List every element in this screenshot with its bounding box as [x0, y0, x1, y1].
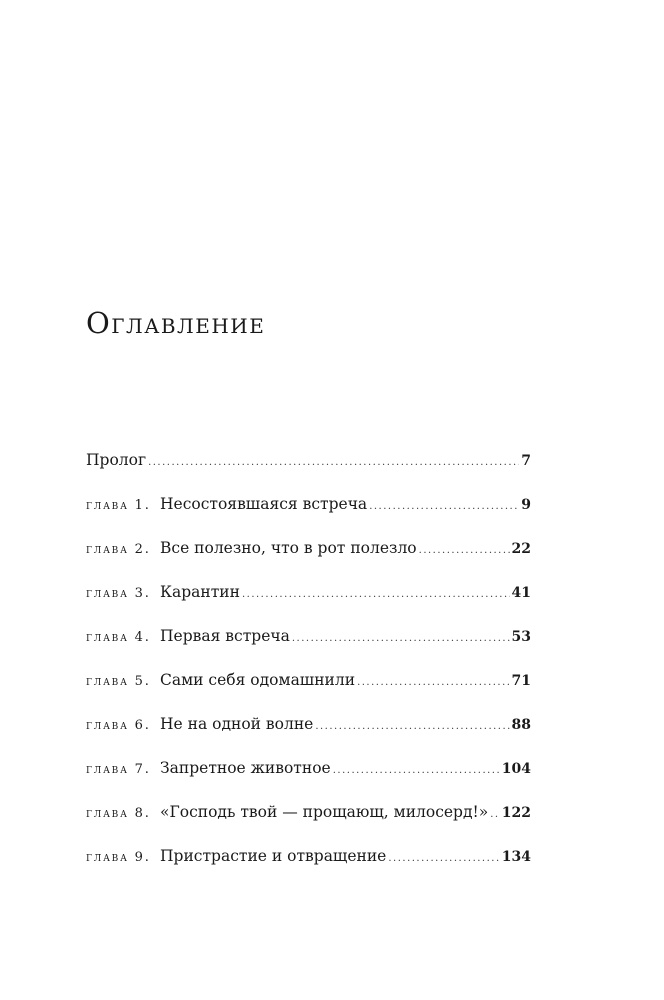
- toc-row: [86, 495, 531, 539]
- page-title: Оглавление: [86, 306, 266, 340]
- dot-leader: [357, 677, 509, 688]
- toc-page-number: 7: [521, 453, 531, 469]
- toc-title: «Господь твой — прощающ, милосерд!»: [160, 803, 489, 821]
- dot-leader: [242, 589, 510, 600]
- chapter-prefix: глава 3.: [86, 586, 151, 601]
- toc-title: Несостоявшаяся встреча: [160, 495, 368, 513]
- chapter-prefix: глава 8.: [86, 806, 151, 821]
- dot-leader: [148, 457, 519, 468]
- chapter-prefix: глава 2.: [86, 542, 151, 557]
- toc-row-prologue: [86, 451, 531, 495]
- toc-row: [86, 847, 531, 891]
- toc-page-number: 134: [501, 849, 531, 865]
- toc-title: Сами себя одомашнили: [160, 671, 356, 689]
- dot-leader: [369, 501, 519, 512]
- toc-page-number: 122: [501, 805, 531, 821]
- toc-title: Все полезно, что в рот полезло: [160, 539, 417, 557]
- table-of-contents: [86, 451, 531, 891]
- toc-title: Пролог: [86, 451, 147, 469]
- toc-row: [86, 671, 531, 715]
- toc-row: [86, 583, 531, 627]
- dot-leader: [315, 721, 509, 732]
- dot-leader: [388, 853, 499, 864]
- toc-title: Первая встреча: [160, 627, 290, 645]
- chapter-prefix: глава 4.: [86, 630, 151, 645]
- toc-page-number: 71: [511, 673, 531, 689]
- chapter-prefix: глава 9.: [86, 850, 151, 865]
- toc-title: Запретное животное: [160, 759, 331, 777]
- chapter-prefix: глава 7.: [86, 762, 151, 777]
- toc-title: Пристрастие и отвращение: [160, 847, 387, 865]
- toc-row: [86, 715, 531, 759]
- toc-row: [86, 803, 531, 847]
- toc-page-number: 104: [501, 761, 531, 777]
- chapter-prefix: глава 1.: [86, 498, 151, 513]
- chapter-prefix: глава 5.: [86, 674, 151, 689]
- toc-page-number: 41: [511, 585, 531, 601]
- chapter-prefix: глава 6.: [86, 718, 151, 733]
- toc-row: [86, 759, 531, 803]
- toc-row: [86, 539, 531, 583]
- toc-page-number: 53: [511, 629, 531, 645]
- toc-title: Карантин: [160, 583, 240, 601]
- toc-title: Не на одной волне: [160, 715, 314, 733]
- toc-page-number: 88: [511, 717, 531, 733]
- dot-leader: [292, 633, 510, 644]
- toc-row: [86, 627, 531, 671]
- toc-page-number: 22: [511, 541, 531, 557]
- dot-leader: [333, 765, 500, 776]
- dot-leader: [419, 545, 510, 556]
- dot-leader: [490, 809, 500, 820]
- toc-page-number: 9: [521, 497, 531, 513]
